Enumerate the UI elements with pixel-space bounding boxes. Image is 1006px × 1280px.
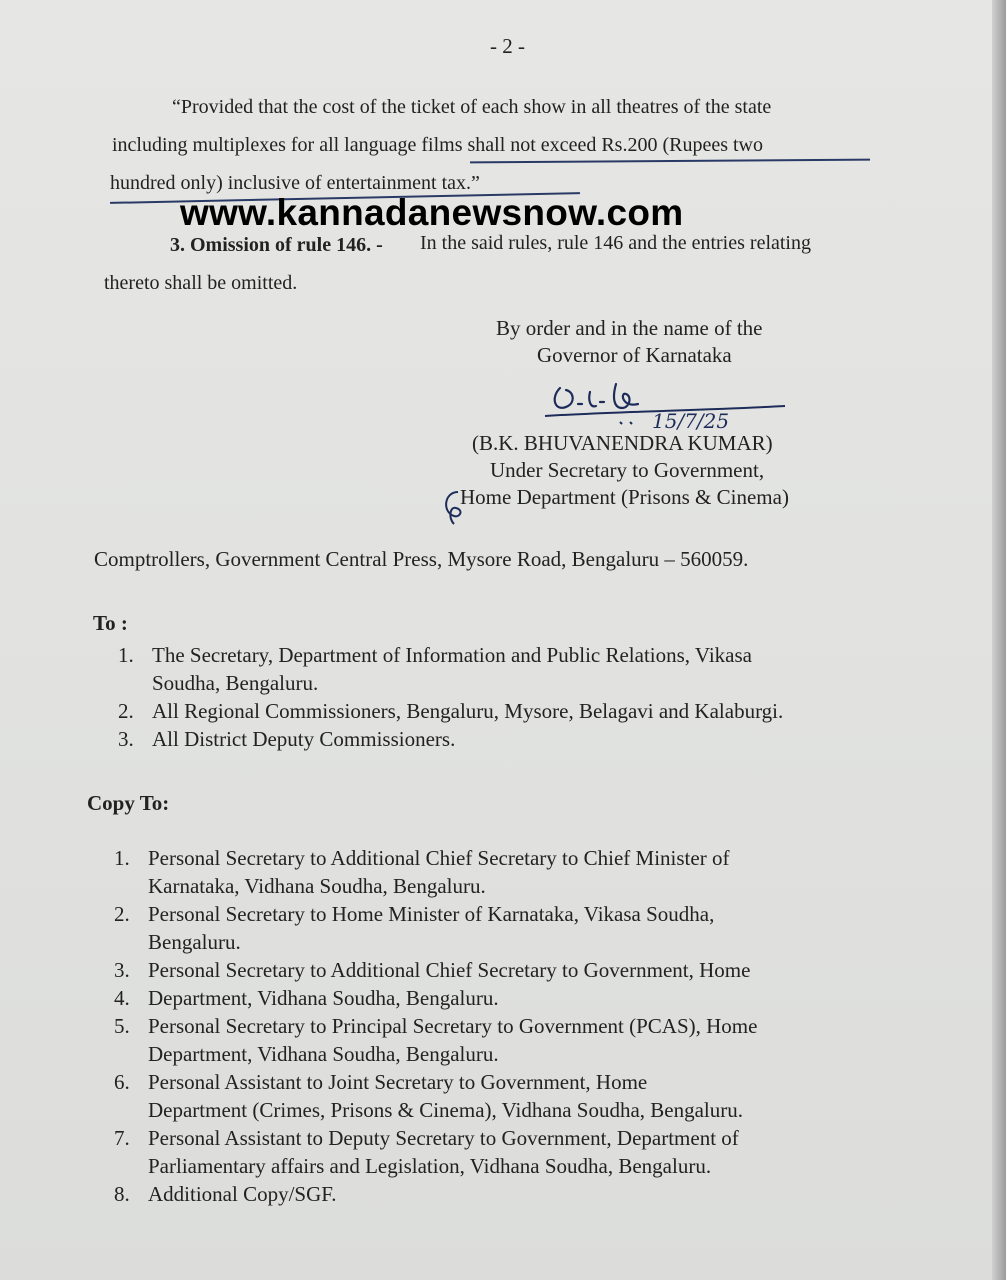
- rule-text-line-1: In the said rules, rule 146 and the entries relating: [420, 232, 811, 254]
- proviso-line-3: hundred only) inclusive of entertainment tax.”: [110, 172, 480, 194]
- list-item: 3. Personal Secretary to Additional Chief Secretary to Government, Home: [114, 958, 751, 982]
- proviso-line-2: including multiplexes for all language films shall not exceed Rs.200 (Rupees two: [112, 134, 763, 156]
- signature: [530, 378, 800, 438]
- page-number: - 2 -: [490, 34, 525, 58]
- list-item: 1. Personal Secretary to Additional Chief Secretary to Chief Minister of Karnataka, Vidhana Soudha, Bengaluru.: [114, 846, 730, 898]
- page-edge-shadow: [992, 0, 1006, 1280]
- list-item: 4. Department, Vidhana Soudha, Bengaluru.: [114, 986, 499, 1010]
- list-item: 2. Personal Secretary to Home Minister of Karnataka, Vikasa Soudha, Bengaluru.: [114, 902, 715, 954]
- watermark: www.kannadanewsnow.com: [180, 192, 684, 233]
- copy-to-list: [114, 844, 757, 1208]
- list-item: 1. The Secretary, Department of Information and Public Relations, Vikasa Soudha, Bengaluru.: [118, 643, 752, 695]
- list-item: 6. Personal Assistant to Joint Secretary to Government, Home Department (Crimes, Prisons & Cinema), Vidhana Soudha, Bengaluru.: [114, 1070, 744, 1122]
- list-item: 5. Personal Secretary to Principal Secretary to Government (PCAS), Home Department, Vidhana Soudha, Bengaluru.: [114, 1014, 758, 1066]
- rule-text-line-2: thereto shall be omitted.: [104, 272, 298, 294]
- officer-department: Home Department (Prisons & Cinema): [460, 485, 789, 509]
- list-item: 3. All District Deputy Commissioners.: [118, 727, 456, 751]
- copy-to-heading: Copy To:: [87, 791, 170, 815]
- order-line-2: Governor of Karnataka: [537, 343, 732, 367]
- list-item: 7. Personal Assistant to Deputy Secretary to Government, Department of Parliamentary affairs and Legislation, Vidhana Soudha, Bengaluru.: [114, 1126, 739, 1178]
- officer-designation: Under Secretary to Government,: [490, 458, 765, 482]
- signature-date: 15/7/25: [652, 409, 730, 433]
- list-item: 8. Additional Copy/SGF.: [114, 1182, 337, 1206]
- rule-heading: 3. Omission of rule 146. -: [170, 234, 383, 256]
- to-heading: To :: [93, 611, 128, 635]
- officer-name: (B.K. BHUVANENDRA KUMAR): [472, 431, 773, 455]
- to-list: [118, 641, 783, 753]
- comptroller-line: Comptrollers, Government Central Press, Mysore Road, Bengaluru – 560059.: [94, 547, 749, 571]
- list-item: 2. All Regional Commissioners, Bengaluru, Mysore, Belagavi and Kalaburgi.: [118, 699, 784, 723]
- proviso-underline: [470, 159, 870, 164]
- proviso-line-1: “Provided that the cost of the ticket of each show in all theatres of the state: [172, 96, 772, 118]
- order-line-1: By order and in the name of the: [496, 316, 763, 340]
